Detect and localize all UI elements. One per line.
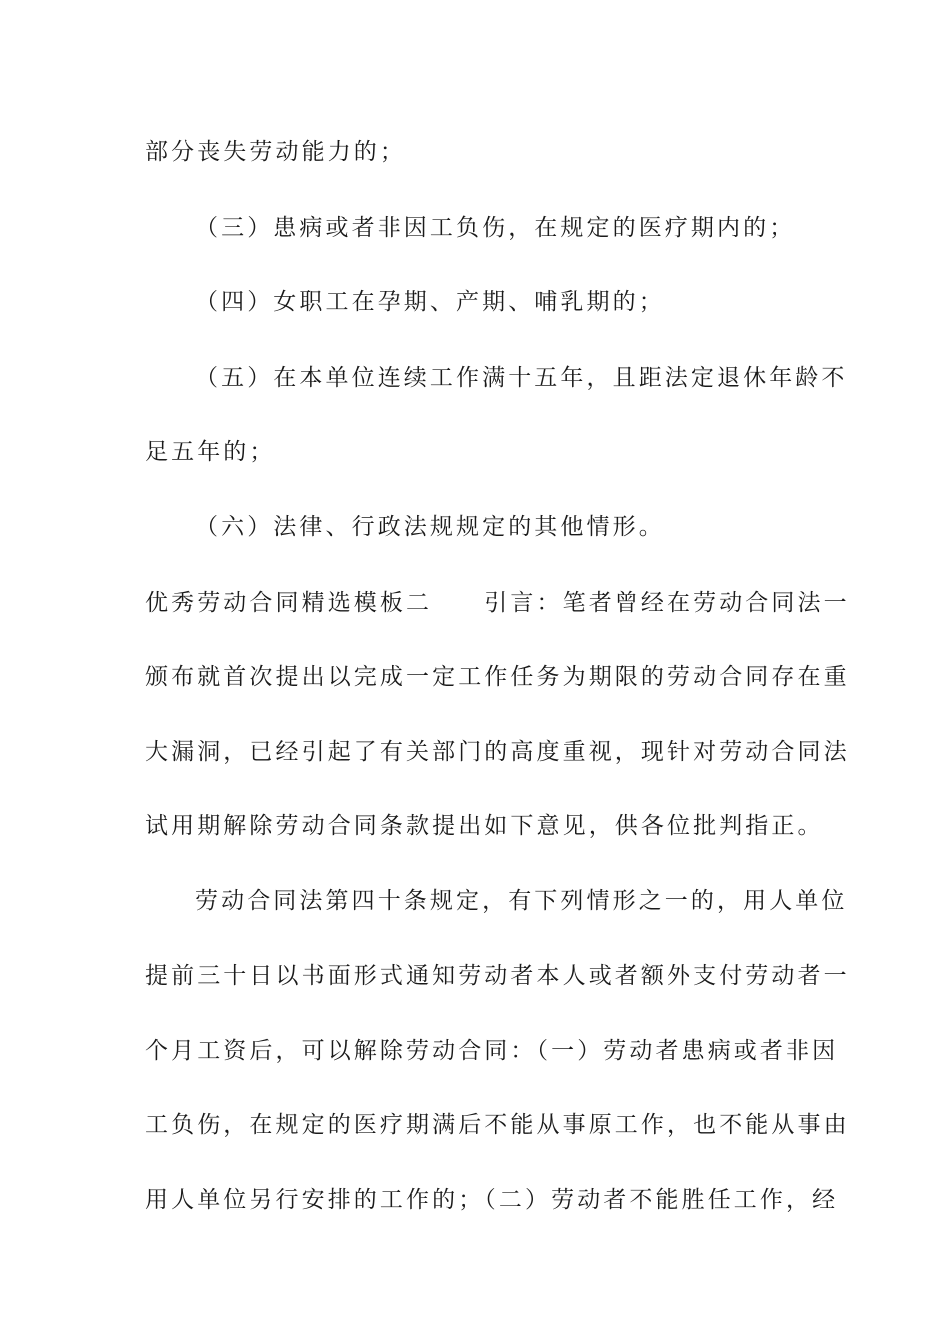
text-line: 试用期解除劳动合同条款提出如下意见，供各位批判指正。	[145, 813, 824, 839]
text-line: 颁布就首次提出以完成一定工作任务为期限的劳动合同存在重	[145, 664, 850, 690]
text-line: （六）法律、行政法规规定的其他情形。	[195, 514, 665, 540]
text-line: （三）患病或者非因工负伤，在规定的医疗期内的；	[195, 215, 796, 241]
text-line: 个月工资后，可以解除劳动合同：（一）劳动者患病或者非因	[145, 1038, 839, 1064]
text-line: 用人单位另行安排的工作的；（二）劳动者不能胜任工作，经	[145, 1187, 839, 1213]
text-line: 优秀劳动合同精选模板二 引言：笔者曾经在劳动合同法一	[145, 590, 850, 616]
text-line: 部分丧失劳动能力的；	[145, 139, 406, 165]
text-line: 大漏洞，已经引起了有关部门的高度重视，现针对劳动合同法	[145, 739, 850, 765]
text-line: （四）女职工在孕期、产期、哺乳期的；	[195, 289, 665, 315]
text-line: 足五年的；	[145, 439, 276, 465]
text-line: 劳动合同法第四十条规定，有下列情形之一的，用人单位	[195, 888, 848, 914]
text-line: 提前三十日以书面形式通知劳动者本人或者额外支付劳动者一	[145, 963, 850, 989]
text-line: 工负伤，在规定的医疗期满后不能从事原工作，也不能从事由	[145, 1112, 850, 1138]
text-line: （五）在本单位连续工作满十五年，且距法定退休年龄不	[195, 365, 848, 391]
